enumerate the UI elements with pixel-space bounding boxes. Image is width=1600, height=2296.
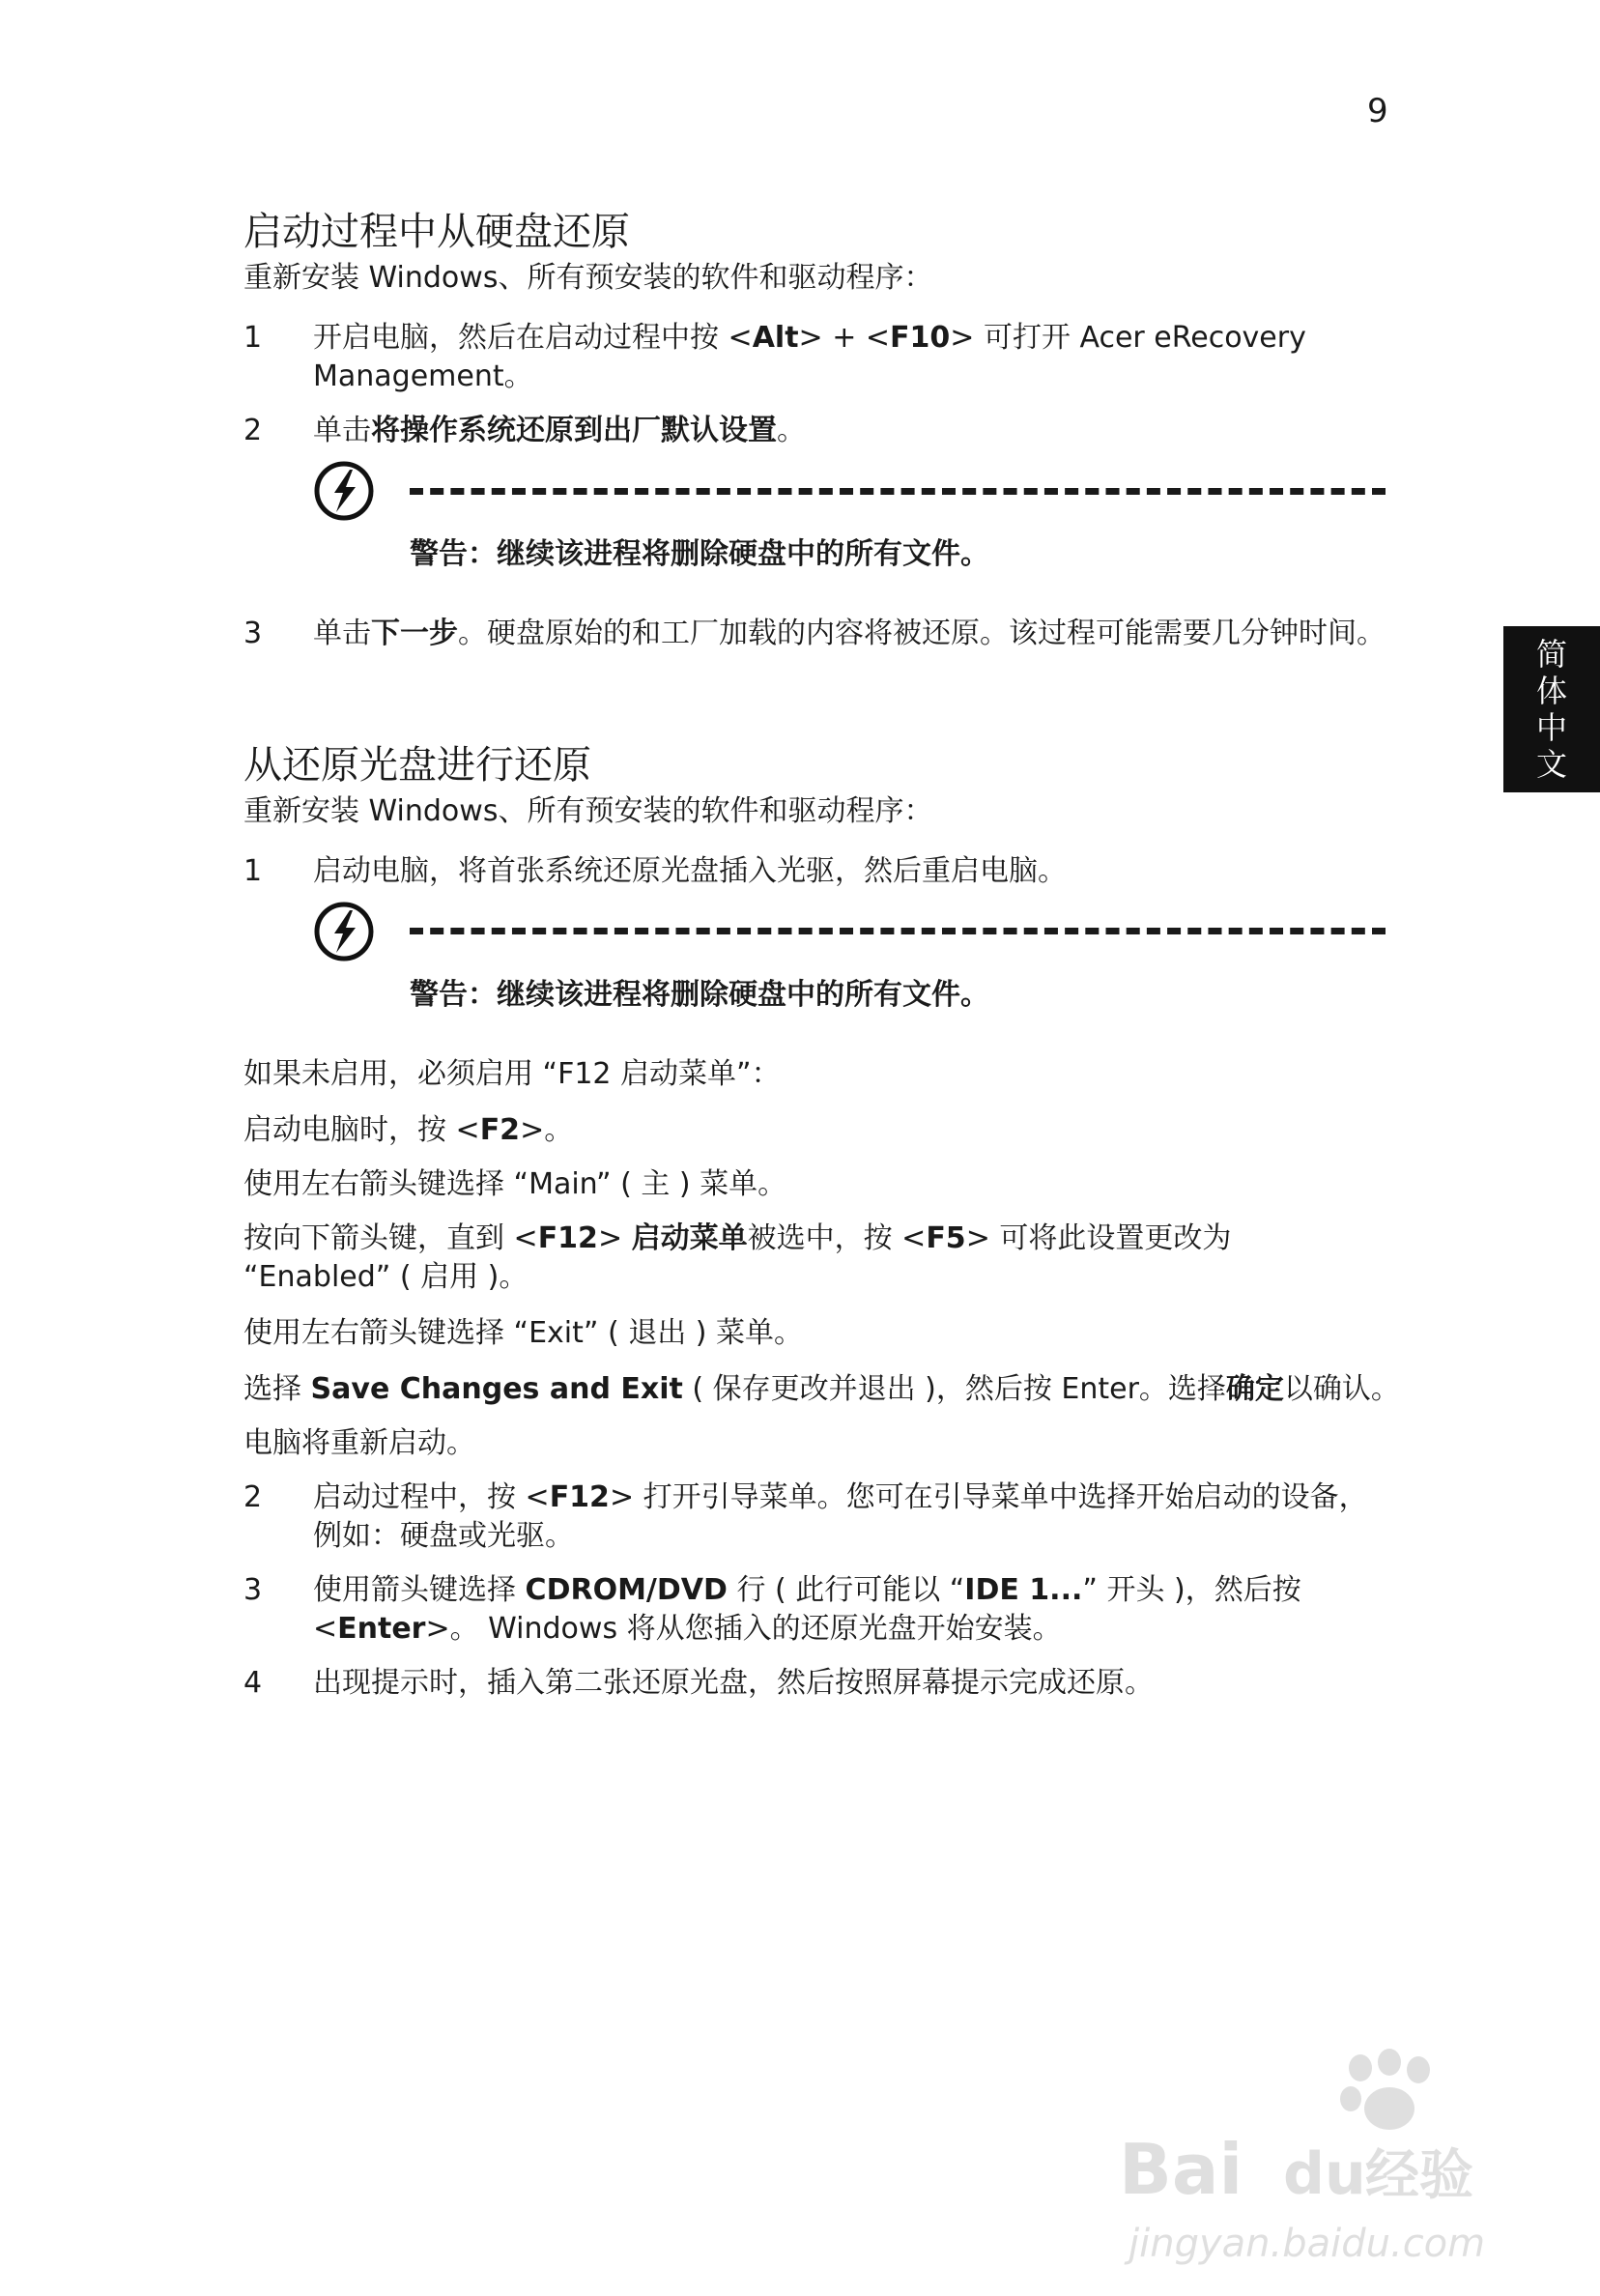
tab-char: 中 — [1535, 709, 1567, 746]
section-intro: 重新安装 Windows、所有预安装的软件和驱动程序： — [243, 794, 933, 828]
warning-text: 警告：继续该进程将删除硬盘中的所有文件。 — [410, 537, 989, 571]
paragraph: 使用左右箭头键选择 “Main” ( 主 ) 菜单。 — [243, 1167, 787, 1201]
tab-char: 文 — [1535, 746, 1567, 783]
step-number: 2 — [243, 1480, 263, 1514]
step-number: 1 — [243, 854, 263, 888]
tab-char: 简 — [1535, 636, 1567, 673]
section-heading-hdd-restore: 启动过程中从硬盘还原 — [243, 210, 630, 254]
language-tab — [1503, 626, 1600, 792]
step-number: 2 — [243, 414, 263, 447]
step-text: 使用箭头键选择 CDROM/DVD 行 ( 此行可能以 “IDE 1...” 开头 )，然后按 <Enter>。 Windows 将从您插入的还原光盘开始安装。 — [313, 1573, 1301, 1646]
paragraph: 使用左右箭头键选择 “Exit” ( 退出 ) 菜单。 — [243, 1316, 803, 1350]
warning-divider — [410, 928, 1386, 934]
svg-text:du: du — [1283, 2140, 1366, 2208]
step-text: 单击下一步。硬盘原始的和工厂加载的内容将被还原。该过程可能需要几分钟时间。 — [313, 617, 1386, 650]
section-heading-disc-restore: 从还原光盘进行还原 — [243, 743, 591, 788]
step-number: 4 — [243, 1666, 263, 1700]
paragraph: 电脑将重新启动。 — [243, 1426, 475, 1460]
step-number: 1 — [243, 321, 263, 355]
svg-text:Bai: Bai — [1119, 2129, 1243, 2210]
warning-text: 警告：继续该进程将删除硬盘中的所有文件。 — [410, 978, 989, 1012]
section-intro: 重新安装 Windows、所有预安装的软件和驱动程序： — [243, 261, 933, 295]
baidu-jingyan-watermark — [1109, 2049, 1515, 2281]
paragraph: 选择 Save Changes and Exit ( 保存更改并退出 )，然后按 Enter。选择确定以确认。 — [243, 1372, 1400, 1406]
warning-lightning-icon — [313, 901, 375, 962]
paragraph: 启动电脑时，按 <F2>。 — [243, 1113, 574, 1147]
step-text: 启动电脑，将首张系统还原光盘插入光驱，然后重启电脑。 — [313, 854, 1067, 888]
step-text: 启动过程中，按 <F12> 打开引导菜单。您可在引导菜单中选择开始启动的设备，例如：硬盘或光驱。 — [313, 1480, 1368, 1553]
step-text: 开启电脑，然后在启动过程中按 <Alt> + <F10> 可打开 Acer eRecovery Management。 — [313, 321, 1306, 393]
paragraph: 按向下箭头键，直到 <F12> 启动菜单被选中，按 <F5> 可将此设置更改为 “Enabled” ( 启用 )。 — [243, 1221, 1232, 1294]
step-text: 出现提示时，插入第二张还原光盘，然后按照屏幕提示完成还原。 — [313, 1666, 1154, 1700]
warning-divider — [410, 488, 1386, 495]
page-number: 9 — [1367, 92, 1388, 130]
step-text: 单击将操作系统还原到出厂默认设置。 — [313, 414, 806, 447]
tab-char: 体 — [1535, 673, 1567, 709]
paragraph: 如果未启用，必须启用 “F12 启动菜单”： — [243, 1057, 781, 1091]
svg-text:jingyan.baidu.com: jingyan.baidu.com — [1129, 2222, 1486, 2266]
step-number: 3 — [243, 1573, 263, 1607]
step-number: 3 — [243, 617, 263, 650]
warning-lightning-icon — [313, 460, 375, 522]
svg-text:经验: 经验 — [1365, 2144, 1473, 2207]
